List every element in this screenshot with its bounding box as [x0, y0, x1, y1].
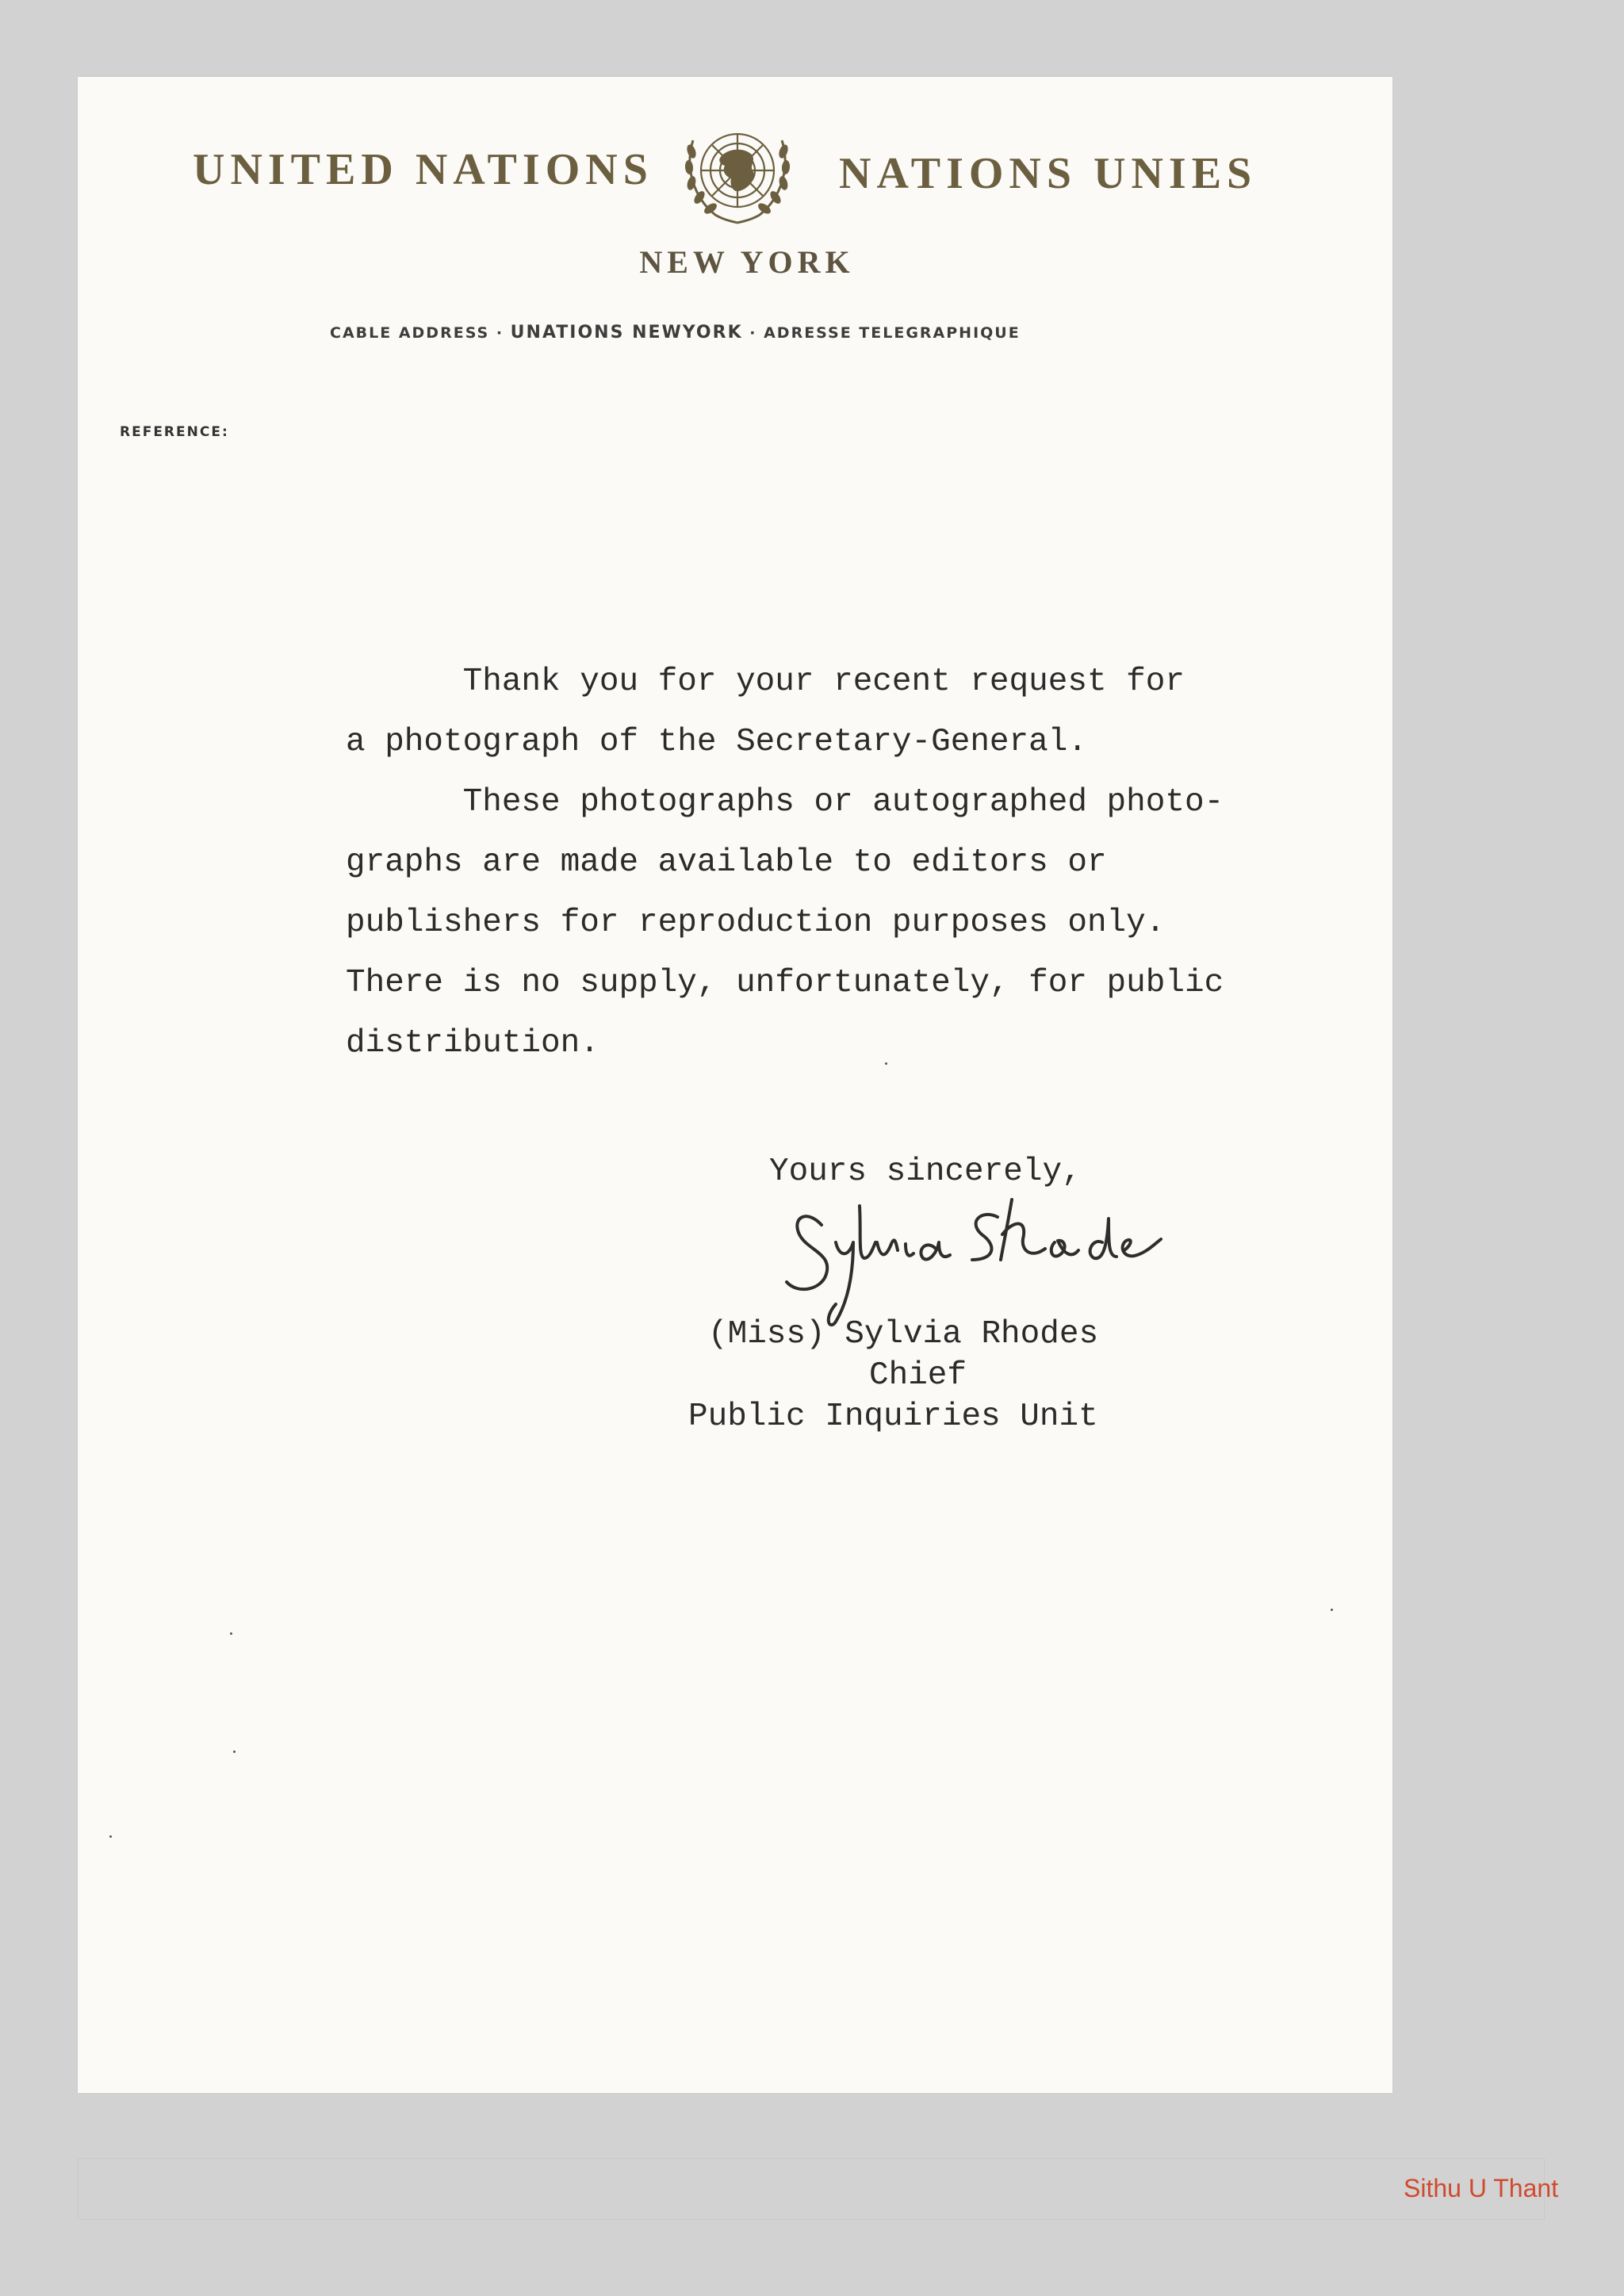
signatory-unit: Public Inquiries Unit	[688, 1399, 1098, 1435]
un-emblem-icon	[674, 117, 801, 232]
letter-line: Thank you for your recent request for	[346, 664, 1185, 700]
letter-line: These photographs or autographed photo-	[346, 784, 1224, 821]
paper-speck	[230, 1632, 232, 1635]
letter-closing: Yours sincerely,	[769, 1154, 1082, 1190]
letterhead-cable-line	[330, 323, 1021, 342]
letter-body	[346, 652, 1297, 1073]
letter-page	[78, 77, 1392, 2093]
paper-speck	[885, 1062, 887, 1065]
letter-line: a photograph of the Secretary-General.	[346, 724, 1087, 760]
cable-label-french: ADRESSE TELEGRAPHIQUE	[764, 324, 1021, 342]
credit-label: Sithu U Thant	[1404, 2174, 1559, 2202]
letter-line: publishers for reproduction purposes only.	[346, 905, 1166, 941]
reference-label: REFERENCE:	[120, 424, 229, 440]
letter-line: graphs are made available to editors or	[346, 844, 1107, 881]
letter-line: distribution.	[346, 1025, 599, 1062]
letter-line: There is no supply, unfortunately, for public	[346, 965, 1224, 1001]
signatory-name: (Miss) Sylvia Rhodes	[708, 1316, 1099, 1353]
cable-address: UNATIONS NEWYORK	[510, 323, 743, 342]
cable-separator: ·	[496, 324, 511, 342]
signatory-title: Chief	[869, 1357, 967, 1394]
letterhead-org-french: NATIONS UNIES	[839, 149, 1258, 198]
paper-speck	[233, 1751, 236, 1753]
paper-speck	[1331, 1609, 1333, 1611]
letterhead-city: NEW YORK	[639, 244, 855, 280]
footer-strip	[78, 2158, 1545, 2220]
letterhead-org-english: UNITED NATIONS	[193, 145, 653, 194]
paper-speck	[109, 1835, 112, 1838]
signatory-block	[688, 1314, 1164, 1437]
cable-label: CABLE ADDRESS	[330, 324, 490, 342]
cable-separator: ·	[749, 324, 764, 342]
handwritten-signature	[760, 1123, 1172, 1330]
